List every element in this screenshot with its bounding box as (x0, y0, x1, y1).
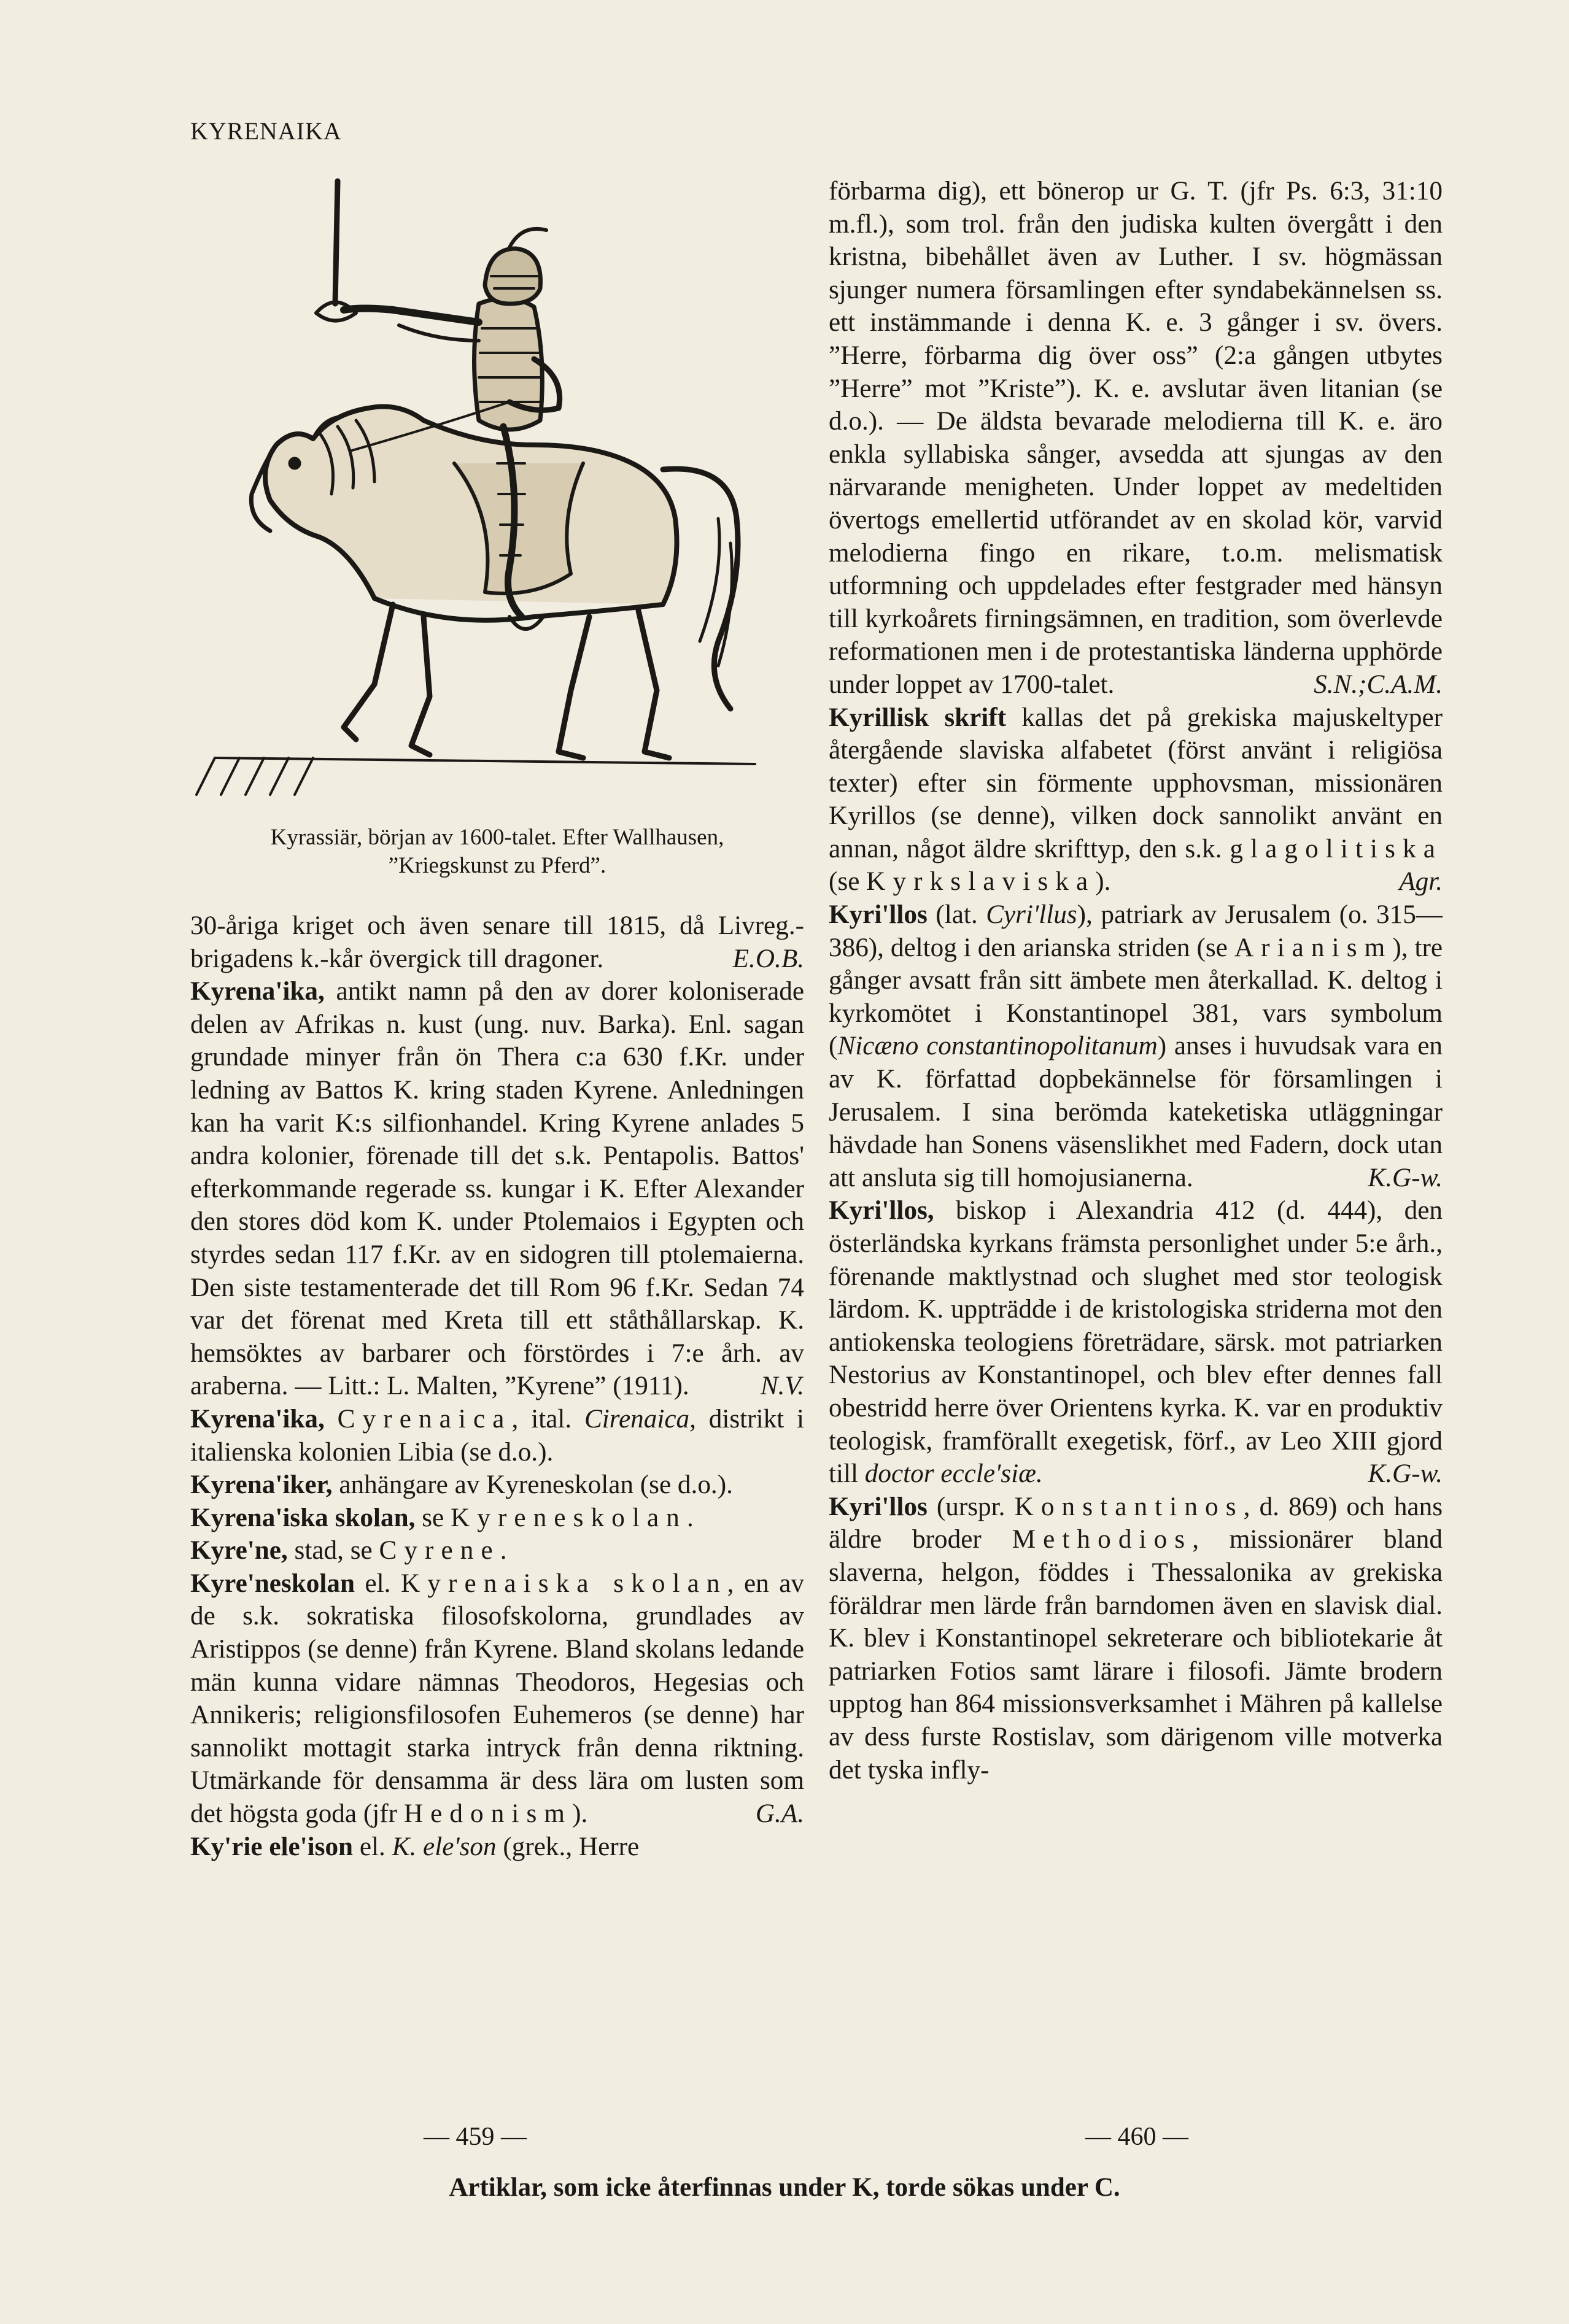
entry-kyrillos-alexandria: Kyri'llos, biskop i Alexandria 412 (d. 444), den österländska kyrkans främsta personlighet under 5:e årh., förenande maktlystnad och slughet med stor teologisk lärdom. K. uppträdde i de kristologiska striderna mot den antiokenska teologiens företrädare, särsk. mot patriarken Nestorius av Konstantinopel, och blev efter dennes fall obestridd herre över Orientens kyrka. K. var en produktiv teologisk, framförallt exegetisk, förf., av Leo XIII gjord till doctor eccle'siæ. K.G-w. (829, 1194, 1443, 1490)
right-column (829, 175, 1443, 1786)
signature: Agr. (1399, 867, 1443, 897)
headword: Kyri'llos, (829, 1196, 934, 1226)
headword: Kyrillisk skrift (829, 703, 1007, 732)
signature: K.G-w. (1368, 1459, 1443, 1489)
entry-kyrillos-jerusalem: Kyri'llos (lat. Cyri'llus), patriark av Jerusalem (o. 315—386), deltog i den arianska striden (se Arianism), tre gånger avsatt från sitt ämbete men återkallad. K. deltog i kyrkomötet i Konstantinopel 381, vars symbolum (Nicæno constantinopolitanum) anses i huvudsak vara en av K. författad dopbekännelse för församlingen i Jerusalem. I sina berömda kateketiska utläggningar hävdade han Sonens väsenslikhet med Fadern, dock utan att ansluta sig till homojusianerna. K.G-w. (829, 898, 1443, 1194)
entry-kyreneskolan: Kyre'neskolan el. Kyrenaiska skolan, en av de s.k. sokratiska filosofskolorna, grundlades av Aristippos (se denne) från Kyrene. Bland skolans ledande män kunna vidare nämnas Theodoros, Hegesias och Annikeris; religionsfilosofen Euhemeros (se denne) har sannolikt mottagit starka intryck från denna riktning. Utmärkande för densamma är dess lära om lusten som det högsta goda (jfr Hedonism). G.A. (190, 1567, 804, 1831)
entry-kyrenaiker: Kyrena'iker, anhängare av Kyreneskolan (se d.o.). (190, 1470, 733, 1500)
headword: Kyre'ne, (190, 1536, 288, 1565)
entry-continuation: 30-åriga kriget och även senare till 1815, då Livreg.-brigadens k.-kår övergick till dragoner. E.O.B. (190, 909, 804, 975)
entry-kyrie-eleison: Ky'rie ele'ison el. K. ele'son (grek., Herre (190, 1832, 640, 1861)
headword: Kyre'neskolan (190, 1569, 355, 1598)
headword: Kyri'llos (829, 1492, 928, 1521)
signature: E.O.B. (732, 944, 804, 973)
figure-caption: Kyrassiär, början av 1600-talet. Efter Wallhausen, ”Kriegskunst zu Pferd”. (270, 825, 724, 878)
entry-kyrillisk-skrift: Kyrillisk skrift kallas det på grekiska majuskeltyper återgående slaviska alfabetet (först använt i religiösa texter) efter sin förmente upphovsman, missionären Kyrillos (se denne), vilken dock sannolikt använt en annan, något äldre skrifttyp, den s.k. glagolitiska (se Kyrkslaviska). Agr. (829, 701, 1443, 899)
page-number-right: — 460 — (1085, 2123, 1188, 2151)
left-column (190, 175, 804, 1863)
entry-kyrenaika: Kyrena'ika, antikt namn på den av dorer koloniserade delen av Afrikas n. kust (ung. nuv. Barka). Enl. sagan grundade minyer från ön Thera c:a 630 f.Kr. under ledning av Battos K. kring staden Kyrene. Anledningen kan ha varit K:s silfionhandel. Kring Kyrene anlades 5 andra kolonier, förenade till det s.k. Pentapolis. Battos' efterkommande regerade ss. kungar i K. Efter Alexander den stores död kom K. under Ptolemaios i Egypten och styrdes sedan 117 f.Kr. av en sidogren till ptolemaierna. Den siste testamenterade det till Rom 96 f.Kr. Sedan 74 var det förenat med Kreta till ett ståthållarskap. K. hemsöktes av barbarer och förstördes i 7:e årh. av araberna. — Litt.: L. Malten, ”Kyrene” (1911). N.V. (190, 975, 804, 1403)
entry-kyrie-continuation: förbarma dig), ett bönerop ur G. T. (jfr Ps. 6:3, 31:10 m.fl.), som trol. från den judiska kulten övergått i den kristna, bibehållet även av Luther. I sv. högmässan sjunger numera församlingen efter syndabekännelsen ss. ett instämmande i denna K. e. 3 gånger i sv. övers. ”Herre, förbarma dig över oss” (2:a gången utbytes ”Herre” mot ”Kriste”). K. e. avslutar även litanian (se d.o.). — De äldsta bevarade melodierna till K. e. äro enkla syllabiska sånger, avsedda att sjungas av den närvarande menigheten. Under loppet av medeltiden övertogs emellertid utförandet av en skolad kör, varvid melodierna fingo en rikare, t.o.m. melismatisk utformning och uppdelades efter festgrader med hänsyn till kyrkoårets firningsämnen, en tradition, som överlevde reformationen men i de protestantiska länderna upphörde under loppet av 1700-talet. S.N.;C.A.M. (829, 175, 1443, 701)
signature: K.G-w. (1368, 1163, 1443, 1192)
headword: Kyrena'ika, (190, 977, 325, 1006)
page-number-left: — 459 — (424, 2123, 527, 2151)
headword: Ky'rie ele'ison (190, 1832, 354, 1861)
cuirassier-illustration (190, 175, 804, 816)
footer-note: Artiklar, som icke återfinnas under K, torde sökas under C. (449, 2173, 1120, 2202)
signature: G.A. (755, 1799, 804, 1829)
horseman-engraving (190, 175, 804, 816)
headword: Kyrena'iker, (190, 1470, 333, 1500)
headword: Kyrena'ika, (190, 1404, 325, 1434)
signature: S.N.;C.A.M. (1314, 670, 1443, 699)
signature: N.V. (760, 1372, 804, 1401)
entry-kyrenaiska-skolan: Kyrena'iska skolan, se Kyreneskolan. (190, 1503, 694, 1532)
headword: Kyrena'iska skolan, (190, 1503, 416, 1532)
headword: Kyri'llos (829, 900, 928, 930)
running-head: KYRENAIKA (190, 117, 342, 145)
entry-kyrillos-methodios: Kyri'llos (urspr. Konstantinos, d. 869) och hans äldre broder Methodios, missionärer bland slaverna, helgon, föddes i Thessalonika av grekiska föräldrar men lärde från barndomen även en slavisk dial. K. blev i Konstantinopel sekreterare och bibliotekarie åt patriarken Fotios samt lärare i filosofi. Jämte brodern upptog han 864 missionsverksamhet i Mähren på kallelse av dess furste Rostislav, som därigenom ville motverka det tyska infly- (829, 1492, 1443, 1785)
entry-kyrenaika-2: Kyrena'ika, Cyrenaica, ital. Cirenaica, distrikt i italienska kolonien Libia (se d.o.). (190, 1404, 805, 1467)
entry-kyrene: Kyre'ne, stad, se Cyrene. (190, 1536, 507, 1565)
